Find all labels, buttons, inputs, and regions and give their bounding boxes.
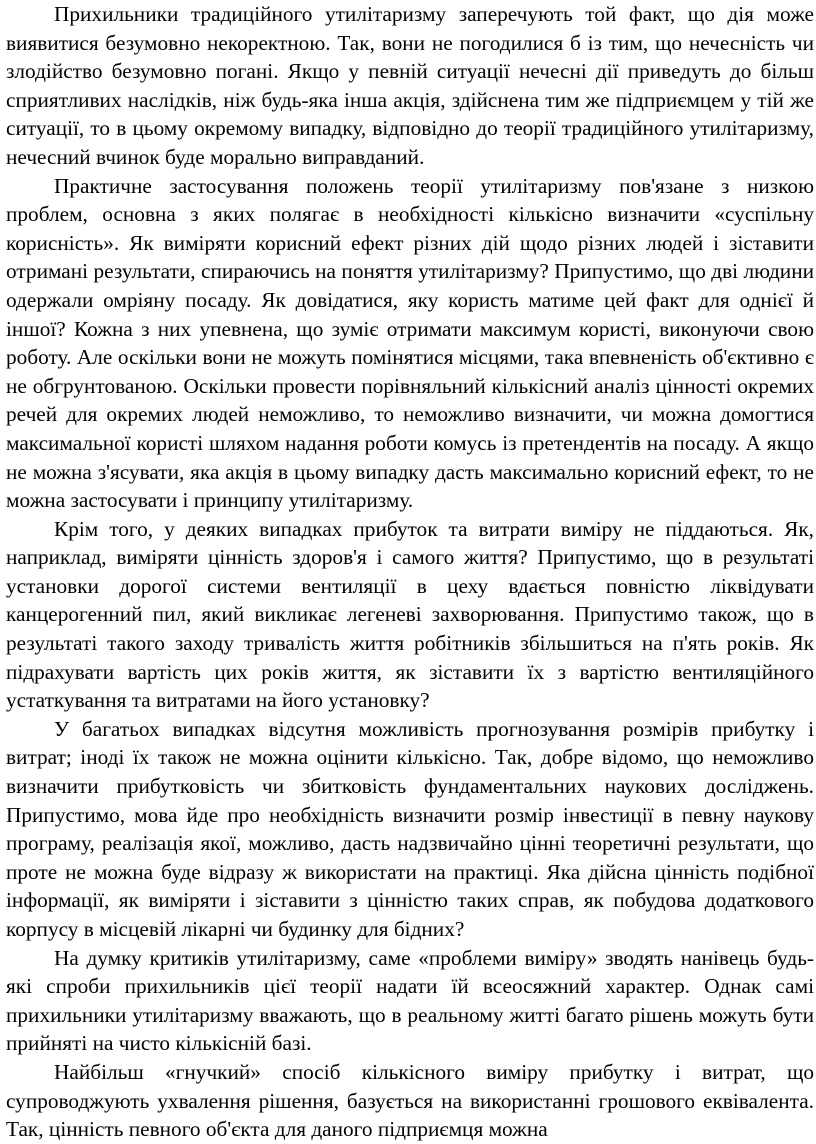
- paragraph-forecasting: У багатьох випадках відсутня можливість прогнозування розмірів прибутку і витрат; іноді їх також не можна оцінити кількісно. Так, добре відомо, що неможливо визначити прибутковість чи збитковість фундаментальних наукових досліджень. Припустимо, мова йде про необхідність визначити розмір інвестиції в певну наукову програму, реалізація якої, можливо, дасть надзвичайно цінні теоретичні результати, що проте не можна буде відразу ж використати на практиці. Яка дійсна цінність подібної інформації, як виміряти і зіставити з цінністю таких справ, як побудова додаткового корпусу в місцевій лікарні чи будинку для бідних?: [6, 716, 814, 941]
- paragraph-traditional-utilitarianism: Прихильники традиційного утилітаризму заперечують той факт, що дія може виявитися безумовно некоректною. Так, вони не погодилися б із тим, що нечесність чи злодійство безумовно погані. Якщо у певній ситуації нечесні дії приведуть до більш сприятливих наслідків, ніж будь-яка інша акція, здійснена тим же підприємцем у тій же ситуації, то в цьому окремому випадку, відповідно до теорії традиційного утилітаризму, нечесний вчинок буде морально виправданий.: [6, 2, 814, 169]
- paragraph-critics: На думку критиків утилітаризму, саме «проблеми виміру» зводять нанівець будь-які спроби прихильників цієї теорії надати їй всеосяжний характер. Однак самі прихильники утилітаризму вважають, що в реальному житті багато рішень можуть бути прийняті на чисто кількісній базі.: [6, 945, 814, 1056]
- document-page: [6, 0, 814, 1144]
- paragraph-monetary-equivalent: Найбільш «гнучкий» спосіб кількісного виміру прибутку і витрат, що супроводжують ухвалення рішення, базується на використанні грошового еквівалента. Так, цінність певного об'єкта для даного підприємця можна: [6, 1059, 814, 1142]
- paragraph-unmeasurable-costs: Крім того, у деяких випадках прибуток та витрати виміру не піддаються. Як, наприклад, виміряти цінність здоров'я і самого життя? Припустимо, що в результаті установки дорогої системи вентиляції в цеху вдається повністю ліквідувати канцерогенний пил, який викликає легеневі захворювання. Припустимо також, що в результаті такого заходу тривалість життя робітників збільшиться на п'ять років. Як підрахувати вартість цих років життя, як зіставити їх з вартістю вентиляційного устаткування та витратами на його установку?: [6, 516, 814, 713]
- paragraph-practical-application: Практичне застосування положень теорії утилітаризму пов'язане з низкою проблем, основна з яких полягає в необхідності кількісно визначити «суспільну корисність». Як виміряти корисний ефект різних дій щодо різних людей і зіставити отримані результати, спираючись на поняття утилітаризму? Припустимо, що дві людини одержали омріяну посаду. Як довідатися, яку користь матиме цей факт для однієї й іншої? Кожна з них упевнена, що зуміє отримати максимум користі, виконуючи свою роботу. Але оскільки вони не можуть помінятися місцями, така впевненість об'єктивно є не обгрунтованою. Оскільки провести порівняльний кількісний аналіз цінності окремих речей для окремих людей неможливо, то неможливо визначити, чи можна домогтися максимальної користі шляхом надання роботи комусь із претендентів на посаду. А якщо не можна з'ясувати, яка акція в цьому випадку дасть максимально корисний ефект, то не можна застосувати і принципу утилітаризму.: [6, 173, 814, 513]
